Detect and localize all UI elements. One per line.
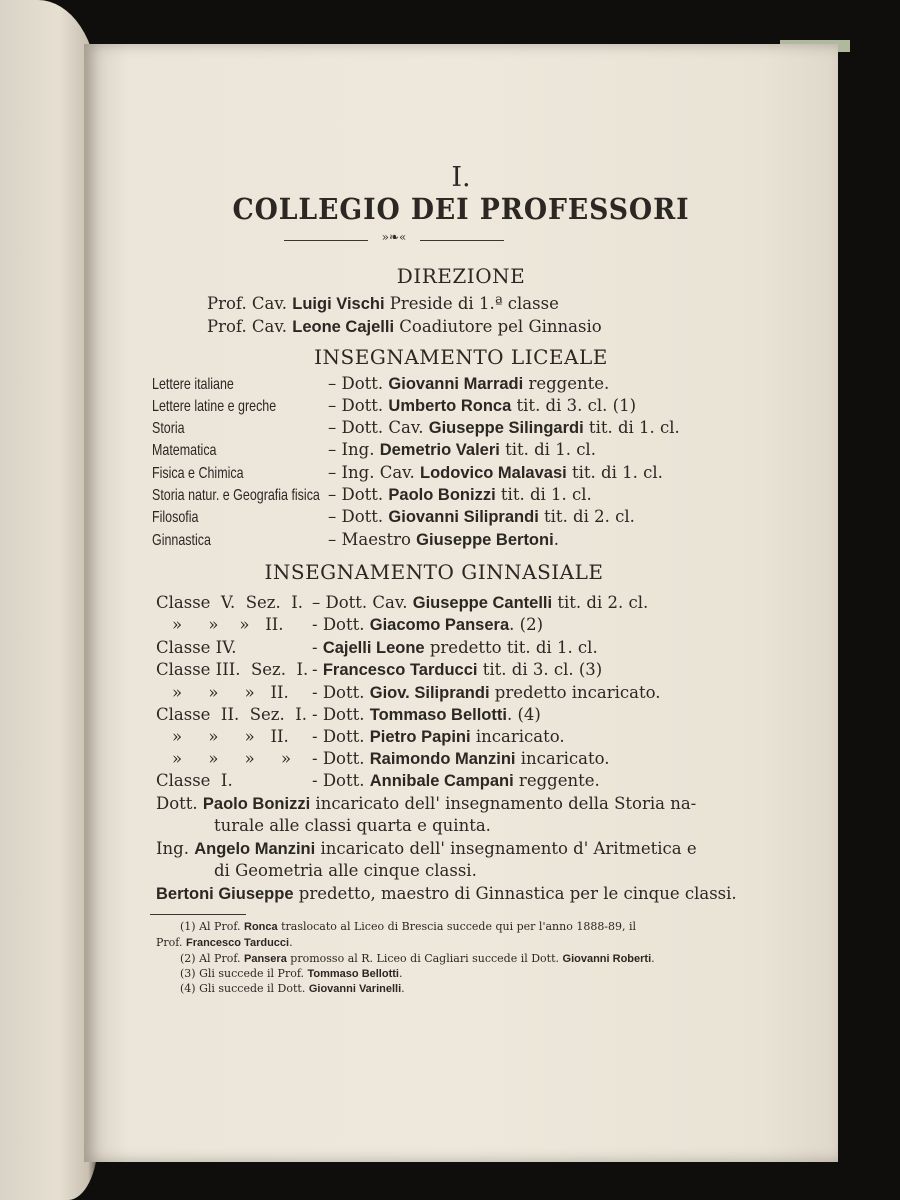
- class-label: Classe V. Sez. I.: [156, 593, 303, 612]
- class-label: Classe IV.: [156, 638, 237, 657]
- class-teacher: – Dott. Cav. Giuseppe Cantelli tit. di 2. cl.: [312, 593, 649, 612]
- liceale-subject: Matematica: [152, 442, 217, 459]
- class-label: » » » II.: [172, 727, 289, 746]
- liceale-subject: Storia: [152, 420, 185, 437]
- liceale-teacher: – Dott. Cav. Giuseppe Silingardi tit. di 1. cl.: [328, 418, 680, 437]
- direzione-line-2: Prof. Cav. Leone Cajelli Coadiutore pel Ginnasio: [207, 317, 602, 336]
- liceale-teacher: – Ing. Cav. Lodovico Malavasi tit. di 1. cl.: [328, 463, 663, 482]
- class-teacher: - Dott. Giacomo Pansera. (2): [312, 615, 544, 634]
- class-teacher: - Dott. Raimondo Manzini incaricato.: [312, 749, 610, 768]
- liceale-subject: Lettere italiane: [152, 376, 234, 393]
- class-label: Classe I.: [156, 771, 233, 790]
- note-paragraph: Dott. Paolo Bonizzi incaricato dell' insegnamento della Storia na-: [156, 794, 697, 813]
- note-paragraph: Ing. Angelo Manzini incaricato dell' insegnamento d' Aritmetica e: [156, 839, 697, 858]
- footnote: Prof. Francesco Tarducci.: [156, 936, 293, 949]
- class-teacher: - Dott. Giov. Siliprandi predetto incaricato.: [312, 683, 661, 702]
- footnote: (3) Gli succede il Prof. Tommaso Bellotti.: [180, 967, 403, 980]
- class-label: » » » II.: [172, 615, 284, 634]
- liceale-heading: INSEGNAMENTO LICEALE: [314, 345, 608, 369]
- note-paragraph: Bertoni Giuseppe predetto, maestro di Ginnastica per le cinque classi.: [156, 884, 737, 903]
- liceale-subject: Lettere latine e greche: [152, 398, 277, 415]
- title-ornament: [284, 230, 504, 246]
- footnote: (1) Al Prof. Ronca traslocato al Liceo di Brescia succede qui per l'anno 1888-89, il: [180, 920, 637, 933]
- class-teacher: - Dott. Pietro Papini incaricato.: [312, 727, 565, 746]
- liceale-teacher: – Ing. Demetrio Valeri tit. di 1. cl.: [328, 440, 596, 459]
- liceale-teacher: – Dott. Umberto Ronca tit. di 3. cl. (1): [328, 396, 637, 415]
- note-continuation: turale alle classi quarta e quinta.: [214, 816, 491, 835]
- class-label: Classe II. Sez. I.: [156, 705, 307, 724]
- liceale-teacher: – Maestro Giuseppe Bertoni.: [328, 530, 559, 549]
- liceale-subject: Ginnastica: [152, 532, 211, 549]
- note-continuation: di Geometria alle cinque classi.: [214, 861, 477, 880]
- direzione-heading: DIREZIONE: [396, 264, 526, 288]
- liceale-subject: Storia natur. e Geografia fisica: [152, 487, 320, 504]
- class-teacher: - Cajelli Leone predetto tit. di 1. cl.: [312, 638, 598, 657]
- class-teacher: - Dott. Annibale Campani reggente.: [312, 771, 600, 790]
- footnote: (4) Gli succede il Dott. Giovanni Varinelli.: [180, 982, 405, 995]
- book-page: [84, 44, 838, 1162]
- liceale-teacher: – Dott. Giovanni Siliprandi tit. di 2. cl.: [328, 507, 635, 526]
- direzione-line-1: Prof. Cav. Luigi Vischi Preside di 1.ª classe: [207, 294, 559, 313]
- section-number: I.: [451, 162, 471, 193]
- class-label: » » » »: [172, 749, 292, 768]
- class-teacher: - Francesco Tarducci tit. di 3. cl. (3): [312, 660, 603, 679]
- ornament-glyph: »❧«: [381, 230, 407, 244]
- class-label: » » » II.: [172, 683, 289, 702]
- class-label: Classe III. Sez. I.: [156, 660, 309, 679]
- footnote: (2) Al Prof. Pansera promosso al R. Liceo di Cagliari succede il Dott. Giovanni Roberti.: [180, 952, 655, 965]
- page-title: COLLEGIO DEI PROFESSORI: [232, 192, 690, 226]
- footnote-rule: [150, 914, 246, 915]
- ginnasiale-heading: INSEGNAMENTO GINNASIALE: [264, 560, 604, 584]
- class-teacher: - Dott. Tommaso Bellotti. (4): [312, 705, 541, 724]
- liceale-subject: Fisica e Chimica: [152, 465, 244, 482]
- liceale-subject: Filosofia: [152, 509, 199, 526]
- liceale-teacher: – Dott. Paolo Bonizzi tit. di 1. cl.: [328, 485, 592, 504]
- liceale-teacher: – Dott. Giovanni Marradi reggente.: [328, 374, 610, 393]
